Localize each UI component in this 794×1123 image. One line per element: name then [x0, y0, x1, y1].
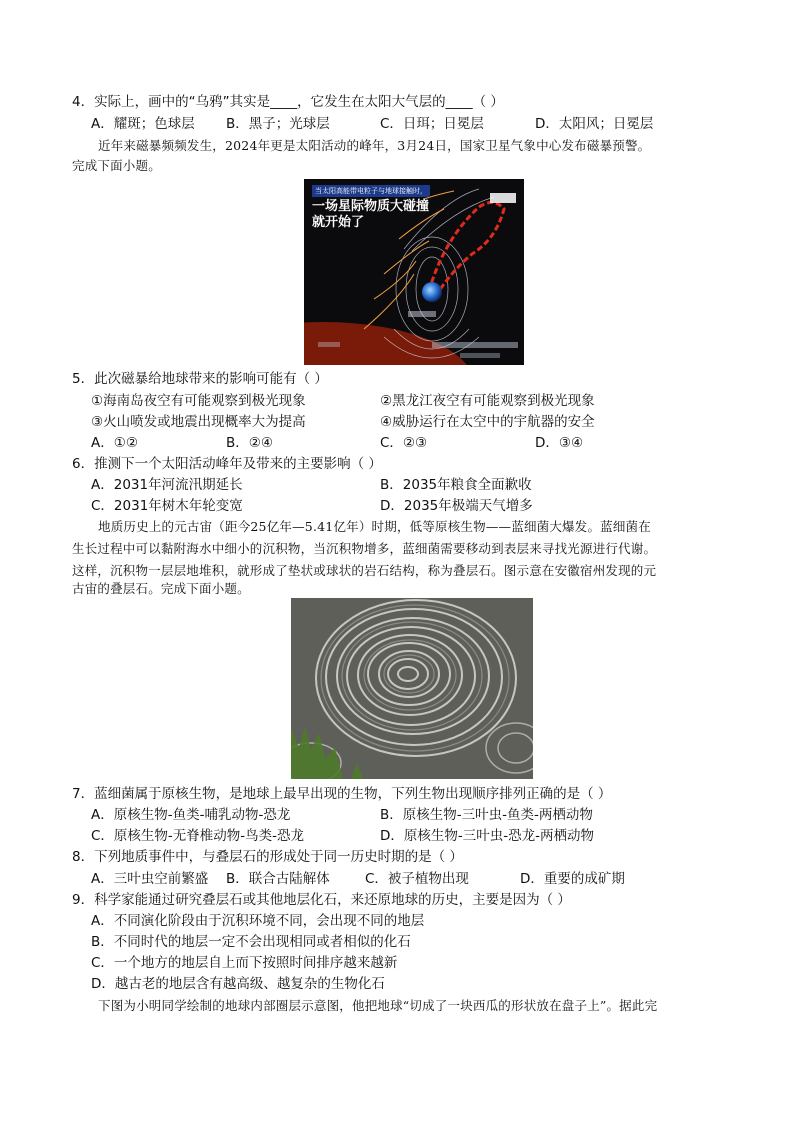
- stromatolite-photo: [291, 598, 533, 779]
- figure1-top-caption: 当太阳高能带电粒子与地球接触时，: [312, 185, 430, 197]
- q8-option-a: A．三叶虫空前繁盛: [91, 871, 209, 887]
- q5-statement-4: ④威胁运行在太空中的宇航器的安全: [380, 414, 595, 430]
- q6-stem: 6．推测下一个太阳活动峰年及带来的主要影响（ ）: [72, 456, 382, 472]
- q6-option-b: B．2035年粮食全面歉收: [380, 477, 532, 493]
- q8-option-d: D．重要的成矿期: [520, 871, 625, 887]
- q9-option-a: A．不同演化阶段由于沉积环境不同，会出现不同的地层: [91, 913, 425, 929]
- intro2-line1: 地质历史上的元古宙（距今25亿年—5.41亿年）时期，低等原核生物——蓝细菌大爆发。蓝细菌在: [98, 519, 651, 534]
- intro2-line2: 生长过程中可以黏附海水中细小的沉积物，当沉积物增多，蓝细菌需要移动到表层来寻找光源进行代谢。: [72, 541, 657, 556]
- q6-option-c: C．2031年树木年轮变宽: [91, 498, 243, 514]
- intro1-line2: 完成下面小题。: [72, 158, 161, 173]
- q8-option-b: B．联合古陆解体: [226, 871, 330, 887]
- q8-stem: 8．下列地质事件中，与叠层石的形成处于同一历史时期的是（ ）: [72, 849, 463, 865]
- q7-option-d: D．原核生物-三叶虫-恐龙-两栖动物: [380, 828, 595, 844]
- intro1-line1: 近年来磁暴频频发生，2024年更是太阳活动的峰年，3月24日，国家卫星气象中心发布磁暴预警。: [98, 138, 651, 153]
- q9-option-d: D．越古老的地层含有越高级、越复杂的生物化石: [91, 976, 385, 992]
- label-box-right: [490, 193, 516, 203]
- q8-option-c: C．被子植物出现: [365, 871, 469, 887]
- q5-option-b: B．②④: [226, 435, 273, 451]
- label-box-sun: [318, 342, 340, 347]
- q9-stem: 9．科学家能通过研究叠层石或其他地层化石，来还原地球的历史，主要是因为（ ）: [72, 892, 571, 908]
- q9-option-c: C．一个地方的地层自上而下按照时间排序越来越新: [91, 955, 398, 971]
- q5-stem: 5．此次磁暴给地球带来的影响可能有（ ）: [72, 371, 328, 387]
- q5-statement-1: ①海南岛夜空有可能观察到极光现象: [91, 393, 306, 409]
- q7-option-a: A．原核生物-鱼类-哺乳动物-恐龙: [91, 807, 291, 823]
- q6-option-d: D．2035年极端天气增多: [380, 498, 533, 514]
- intro3-line1: 下图为小明同学绘制的地球内部圈层示意图，他把地球“切成了一块西瓜的形状放在盘子上”。据此完: [98, 998, 658, 1013]
- q7-option-b: B．原核生物-三叶虫-鱼类-两栖动物: [380, 807, 593, 823]
- q9-option-b: B．不同时代的地层一定不会出现相同或者相似的化石: [91, 934, 411, 950]
- q5-option-d: D．③④: [535, 435, 584, 451]
- q4-option-c: C．日珥；日冕层: [380, 116, 484, 132]
- earth-globe: [422, 282, 442, 302]
- q5-option-c: C．②③: [380, 435, 428, 451]
- q7-option-c: C．原核生物-无脊椎动物-鸟类-恐龙: [91, 828, 305, 844]
- magnetic-storm-figure: [304, 179, 524, 365]
- q4-stem: 4．实际上，画中的“乌鸦”其实是____，它发生在太阳大气层的____（ ）: [72, 94, 504, 110]
- q4-option-a: A．耀斑；色球层: [91, 116, 195, 132]
- figure1-headline: 一场星际物质大碰撞 就开始了: [312, 199, 430, 230]
- stromatolite-illustration: [291, 598, 533, 779]
- q5-option-a: A．①②: [91, 435, 138, 451]
- q6-option-a: A．2031年河流汛期延长: [91, 477, 243, 493]
- particle-path: [429, 202, 504, 291]
- q5-statement-2: ②黑龙江夜空有可能观察到极光现象: [380, 393, 595, 409]
- intro2-line3: 这样，沉积物一层层地堆积，就形成了垫状或球状的岩石结构，称为叠层石。图示意在安徽宿州发现的元: [72, 563, 657, 578]
- label-box-credit: [460, 353, 500, 358]
- q5-statement-3: ③火山喷发或地震出现概率大为提高: [91, 414, 306, 430]
- q4-option-b: B．黑子；光球层: [226, 116, 330, 132]
- q7-stem: 7．蓝细菌属于原核生物，是地球上最早出现的生物，下列生物出现顺序排列正确的是（ ）: [72, 786, 612, 802]
- label-box-bottom: [432, 342, 518, 348]
- label-box-earth: [408, 311, 436, 317]
- intro2-line4: 古宙的叠层石。完成下面小题。: [72, 581, 250, 596]
- q4-option-d: D．太阳风；日冕层: [535, 116, 654, 132]
